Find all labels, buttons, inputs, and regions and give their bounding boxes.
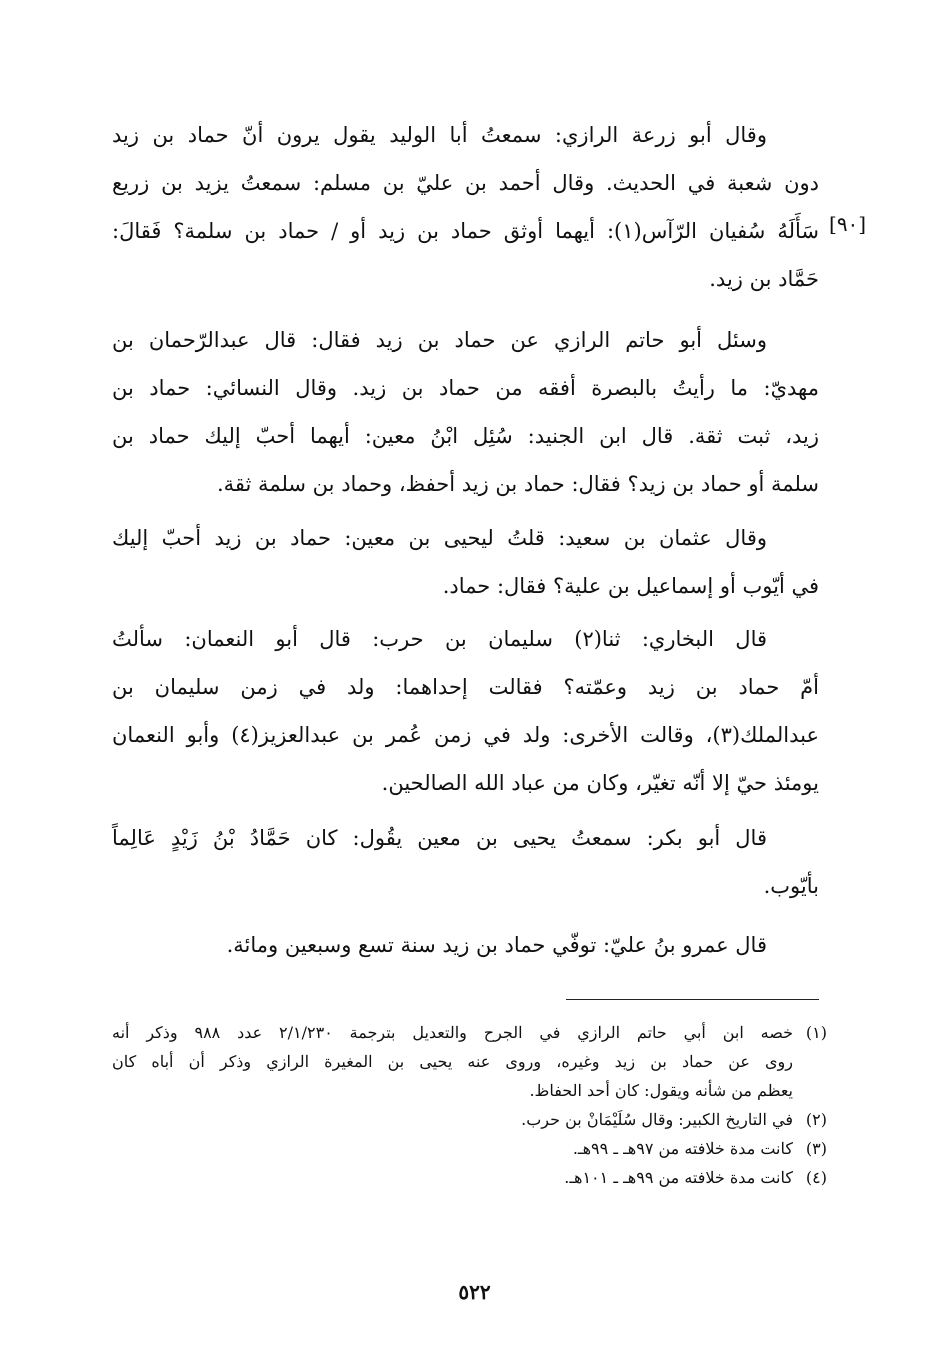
paragraph-1 — [112, 111, 819, 303]
text-line: مهديّ: ما رأيتُ بالبصرة أفقه من حماد بن زيد. وقال النسائي: حماد بن — [112, 376, 819, 400]
footnote-text: كانت مدة خلافته من ٩٩هـ ـ ١٠١هـ. — [564, 1168, 793, 1187]
paragraph-3 — [112, 514, 819, 610]
text-line: في أيّوب أو إسماعيل بن علية؟ فقال: حماد. — [442, 574, 819, 598]
text-line: حَمَّاد بن زيد. — [709, 267, 819, 291]
footnote-text: كانت مدة خلافته من ٩٧هـ ـ ٩٩هـ. — [572, 1139, 793, 1158]
text-line: وقال عثمان بن سعيد: قلتُ ليحيى بن معين: حماد بن زيد أحبّ إليك — [112, 526, 767, 550]
text-line: أمّ حماد بن زيد وعمّته؟ فقالت إحداهما: ولد في زمن سليمان بن — [112, 675, 819, 699]
footnote-4 — [112, 1163, 827, 1192]
page-margin-marker: [٩٠] — [829, 212, 867, 236]
footnote-text: خصه ابن أبي حاتم الرازي في الجرح والتعديل بترجمة ٢/١/٢٣٠ عدد ٩٨٨ وذكر أنه — [112, 1023, 793, 1042]
text-line: قال أبو بكر: سمعتُ يحيى بن معين يقُول: كان حَمَّادُ بْنُ زَيْدٍ عَالِماً — [112, 826, 767, 850]
text-line: دون شعبة في الحديث. وقال أحمد بن عليّ بن مسلم: سمعتُ يزيد بن زريع — [112, 171, 819, 195]
footnote-number: (٣) — [805, 1139, 827, 1158]
page-number: ٥٢٢ — [458, 1280, 491, 1304]
text-line: قال عمرو بنُ عليّ: توفّي حماد بن زيد سنة تسع وسبعين ومائة. — [226, 933, 767, 957]
text-line: سَأَلَهُ سُفيان الرّآس(١): أيهما أوثق حماد بن زيد أو / حماد بن سلمة؟ فَقالَ: — [112, 219, 819, 243]
text-line: يومئذ حيّ إلا أنّه تغيّر، وكان من عباد الله الصالحين. — [381, 771, 819, 795]
footnote-2 — [112, 1105, 827, 1134]
text-line: زيد، ثبت ثقة. قال ابن الجنيد: سُئِل ابْنُ معين: أيهما أحبّ إليك حماد بن — [112, 424, 819, 448]
paragraph-4 — [112, 615, 819, 807]
footnote-text: يعظم من شأنه ويقول: كان أحد الحفاظ. — [529, 1081, 793, 1100]
text-line: وقال أبو زرعة الرازي: سمعتُ أبا الوليد يقول يرون أنّ حماد بن زيد — [112, 123, 767, 147]
footnote-3 — [112, 1134, 827, 1163]
text-line: بأيّوب. — [763, 874, 819, 898]
footnote-number: (٤) — [805, 1168, 827, 1187]
footnote-number: (٢) — [805, 1110, 827, 1129]
footnote-1 — [112, 1018, 827, 1105]
footnotes — [112, 1018, 827, 1192]
paragraph-6 — [112, 921, 819, 969]
footnote-separator — [566, 999, 819, 1000]
text-line: قال البخاري: ثنا(٢) سليمان بن حرب: قال أبو النعمان: سألتُ — [112, 627, 768, 651]
paragraph-2 — [112, 316, 819, 508]
footnote-text: روى عن حماد بن زيد وغيره، وروى عنه يحيى بن المغيرة الرازي وذكر أن أباه كان — [112, 1052, 793, 1071]
text-line: سلمة أو حماد بن زيد؟ فقال: حماد بن زيد أحفظ، وحماد بن سلمة ثقة. — [216, 472, 819, 496]
text-line: وسئل أبو حاتم الرازي عن حماد بن زيد فقال: قال عبدالرّحمان بن — [112, 328, 767, 352]
text-line: عبدالملك(٣)، وقالت الأخرى: ولد في زمن عُمر بن عبدالعزيز(٤) وأبو النعمان — [112, 723, 819, 747]
footnote-text: في التاريخ الكبير: وقال سُلَيْمَانْ بن حرب. — [521, 1110, 793, 1129]
paragraph-5 — [112, 814, 819, 910]
footnote-number: (١) — [805, 1023, 827, 1042]
